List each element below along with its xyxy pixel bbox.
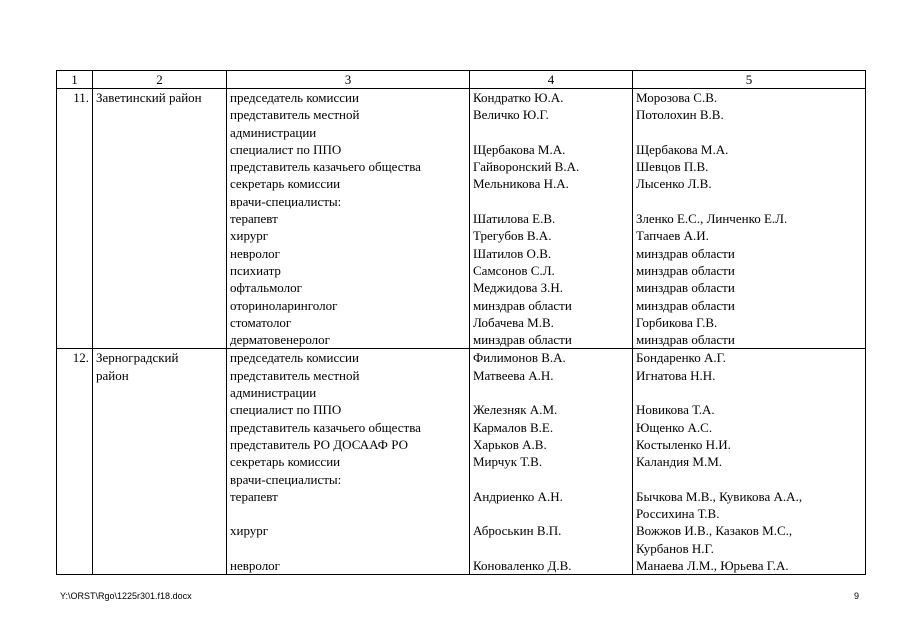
member-name: Лобачева М.В.	[473, 314, 554, 330]
role-line: представитель казачьего общества	[230, 159, 421, 175]
role-line: врачи-специалисты:	[230, 471, 342, 487]
header-row	[57, 71, 866, 89]
reserve-name: Тапчаев А.И.	[636, 228, 709, 244]
row-number: 11.	[57, 89, 93, 349]
reserve-name: Лысенко Л.В.	[636, 176, 712, 192]
reserve-name: Россихина Т.В.	[636, 506, 720, 522]
role-line	[230, 505, 466, 522]
district-line: Заветинский район	[96, 90, 202, 105]
member-name: Мельникова Н.А.	[473, 176, 569, 192]
member-name: Филимонов В.А.	[473, 350, 566, 366]
reserve-cell	[633, 349, 866, 575]
member-name: Шатилов О.В.	[473, 245, 552, 261]
role-line: хирург	[230, 228, 269, 244]
reserve-name: минздрав области	[636, 262, 735, 278]
member-name: Щербакова М.А.	[473, 141, 566, 157]
member-name: Харьков А.В.	[473, 436, 547, 452]
district-cell	[93, 89, 227, 349]
reserve-name: минздрав области	[636, 332, 735, 348]
reserve-name: Костыленко Н.И.	[636, 436, 731, 452]
role-line: стоматолог	[230, 314, 292, 330]
header-cell-3: 3	[227, 71, 470, 89]
reserve-cell	[633, 89, 866, 349]
role-line: врачи-специалисты:	[230, 193, 342, 209]
header-cell-2: 2	[93, 71, 227, 89]
member-name	[473, 505, 629, 522]
role-line: администрации	[230, 124, 317, 140]
commission-table	[56, 70, 866, 575]
role-line: секретарь комиссии	[230, 176, 341, 192]
row-number: 12.	[57, 349, 93, 575]
member-name: Самсонов С.Л.	[473, 262, 555, 278]
role-line: дерматовенеролог	[230, 332, 330, 348]
table-row	[57, 349, 866, 575]
reserve-name: Шевцов П.В.	[636, 159, 709, 175]
reserve-name: Новикова Т.А.	[636, 402, 715, 418]
file-path: Y:\ORST\Rgo\1225r301.f18.docx	[60, 591, 192, 601]
header-cell-1: 1	[57, 71, 93, 89]
district-line: район	[96, 367, 129, 383]
member-name: Аброськин В.П.	[473, 523, 562, 539]
reserve-name: Зленко Е.С., Линченко Е.Л.	[636, 211, 788, 227]
member-name	[473, 193, 629, 210]
reserve-name: Бондаренко А.Г.	[636, 350, 726, 366]
reserve-name: Ющенко А.С.	[636, 419, 713, 435]
page-number: 9	[854, 591, 860, 601]
table-row	[57, 89, 866, 349]
role-line: оториноларинголог	[230, 297, 338, 313]
reserve-name	[636, 471, 862, 488]
member-name: минздрав области	[473, 297, 572, 313]
reserve-name: Бычкова М.В., Кувикова А.А.,	[636, 488, 803, 504]
role-line: представитель местной	[230, 367, 360, 383]
member-name: Кармалов В.Е.	[473, 419, 554, 435]
reserve-name: минздрав области	[636, 280, 735, 296]
role-line: представитель РО ДОСААФ РО	[230, 436, 408, 452]
reserve-name: минздрав области	[636, 297, 735, 313]
member-name: Андриенко А.Н.	[473, 488, 563, 504]
member-name: Кондратко Ю.А.	[473, 90, 564, 105]
district-line: Зерноградский	[96, 350, 179, 366]
member-name	[473, 540, 629, 557]
member-cell	[470, 349, 633, 575]
role-line: офтальмолог	[230, 280, 302, 296]
member-name: минздрав области	[473, 332, 572, 348]
member-name: Коноваленко Д.В.	[473, 558, 572, 574]
role-line: терапевт	[230, 488, 278, 504]
reserve-name: Щербакова М.А.	[636, 141, 729, 157]
role-line: администрации	[230, 385, 317, 401]
member-name	[473, 124, 629, 141]
reserve-name: Курбанов Н.Г.	[636, 540, 714, 556]
member-name: Меджидова З.Н.	[473, 280, 564, 296]
reserve-name: Каландия М.М.	[636, 454, 723, 470]
role-line: председатель комиссии	[230, 90, 359, 105]
member-name: Гайворонский В.А.	[473, 159, 580, 175]
district-cell	[93, 349, 227, 575]
member-name: Трегубов В.А.	[473, 228, 552, 244]
reserve-name: Манаева Л.М., Юрьева Г.А.	[636, 558, 789, 574]
role-line: специалист по ППО	[230, 141, 342, 157]
member-name: Мирчук Т.В.	[473, 454, 543, 470]
role-line	[230, 540, 466, 557]
role-line: представитель казачьего общества	[230, 419, 421, 435]
reserve-name: Вожжов И.В., Казаков М.С.,	[636, 523, 793, 539]
role-line: председатель комиссии	[230, 350, 359, 366]
role-line: невролог	[230, 558, 281, 574]
reserve-name	[636, 193, 862, 210]
role-line: секретарь комиссии	[230, 454, 341, 470]
member-name: Железняк А.М.	[473, 402, 558, 418]
role-line: представитель местной	[230, 107, 360, 123]
reserve-name: Горбикова Г.В.	[636, 314, 718, 330]
header-cell-4: 4	[470, 71, 633, 89]
role-cell	[227, 349, 470, 575]
reserve-name: Морозова С.В.	[636, 90, 718, 105]
role-line: невролог	[230, 245, 281, 261]
member-name: Величко Ю.Г.	[473, 107, 549, 123]
reserve-name	[636, 384, 862, 401]
reserve-name: минздрав области	[636, 245, 735, 261]
role-cell	[227, 89, 470, 349]
reserve-name	[636, 124, 862, 141]
member-name: Матвеева А.Н.	[473, 367, 554, 383]
role-line: терапевт	[230, 211, 278, 227]
reserve-name: Игнатова Н.Н.	[636, 367, 716, 383]
member-cell	[470, 89, 633, 349]
member-name: Шатилова Е.В.	[473, 211, 556, 227]
role-line: хирург	[230, 523, 269, 539]
header-cell-5: 5	[633, 71, 866, 89]
member-name	[473, 384, 629, 401]
member-name	[473, 471, 629, 488]
role-line: психиатр	[230, 262, 281, 278]
reserve-name: Потолохин В.В.	[636, 107, 724, 123]
role-line: специалист по ППО	[230, 402, 342, 418]
